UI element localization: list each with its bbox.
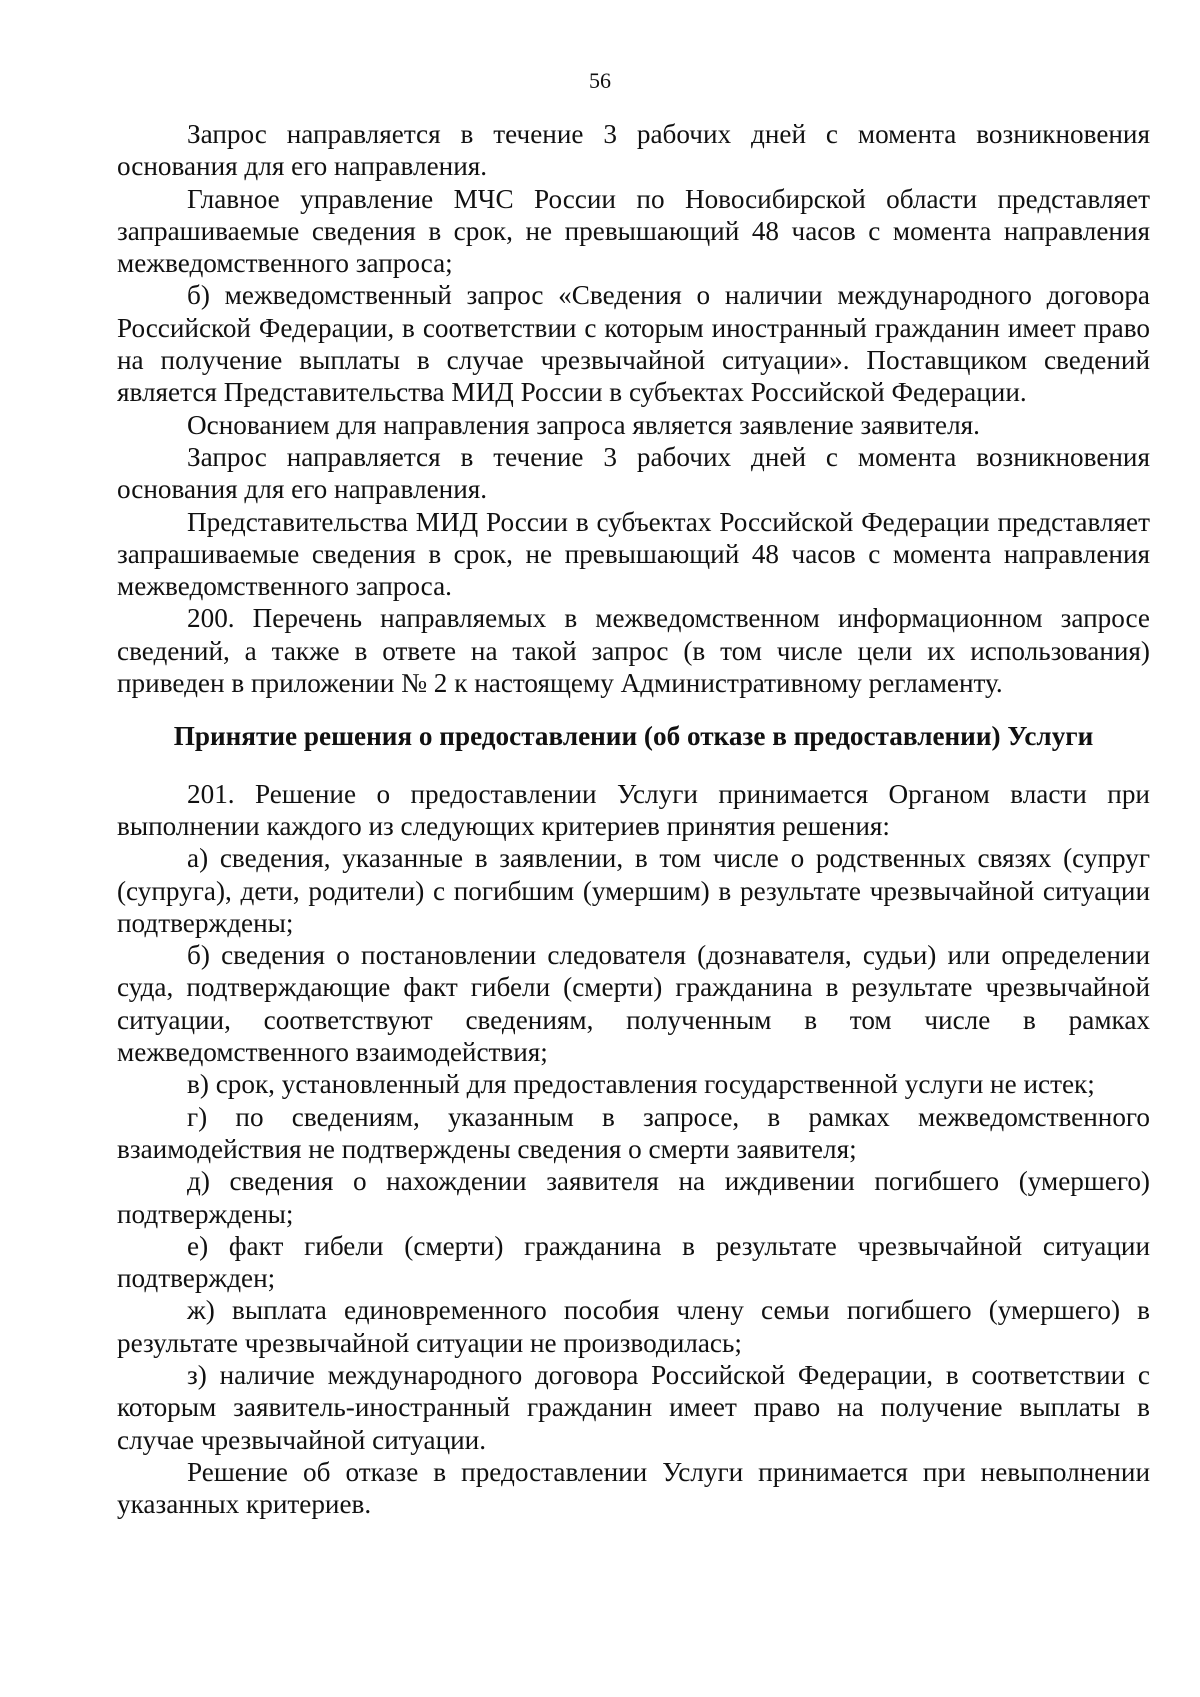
list-item: з) наличие международного договора Российской Федерации, в соответствии с которым заявитель-иностранный гражданин имеет право на получение выплаты в случае чрезвычайной ситуации. xyxy=(117,1359,1150,1455)
paragraph: Запрос направляется в течение 3 рабочих дней с момента возникновения основания для его направления. xyxy=(117,119,1150,182)
paragraph: 201. Решение о предоставлении Услуги принимается Органом власти при выполнении каждого из следующих критериев принятия решения: xyxy=(117,778,1150,841)
document-body xyxy=(117,118,1150,1520)
paragraph: б) межведомственный запрос «Сведения о наличии международного договора Российской Федерации, в соответствии с которым иностранный гражданин имеет право на получение выплаты в случае чрезвычайной ситуации». Поставщиком сведений является Представительства МИД России в субъектах Российской Федерации. xyxy=(117,280,1150,408)
paragraph: 200. Перечень направляемых в межведомственном информационном запросе сведений, а также в ответе на такой запрос (в том числе цели их использования) приведен в приложении № 2 к настоящему Административному регламенту. xyxy=(117,603,1150,699)
list-item: в) срок, установленный для предоставления государственной услуги не истек; xyxy=(187,1069,1095,1100)
paragraph: Главное управление МЧС России по Новосибирской области представляет запрашиваемые сведения в срок, не превышающий 48 часов с момента направления межведомственного запроса; xyxy=(117,183,1150,279)
paragraph: Основанием для направления запроса является заявление заявителя. xyxy=(187,409,980,440)
list-item: д) сведения о нахождении заявителя на иждивении погибшего (умершего) подтверждены; xyxy=(117,1166,1150,1229)
page-number: 56 xyxy=(589,68,611,93)
list-item: г) по сведениям, указанным в запросе, в рамках межведомственного взаимодействия не подтверждены сведения о смерти заявителя; xyxy=(117,1101,1150,1164)
list-item: е) факт гибели (смерти) гражданина в результате чрезвычайной ситуации подтвержден; xyxy=(117,1230,1150,1294)
list-item: б) сведения о постановлении следователя (дознавателя, судьи) или определении суда, подтверждающие факт гибели (смерти) гражданина в результате чрезвычайной ситуации, соответствуют сведениям, полученным в том числе в рамках межведомственного взаимодействия; xyxy=(117,940,1150,1068)
paragraph: Решение об отказе в предоставлении Услуги принимается при невыполнении указанных критериев. xyxy=(117,1456,1150,1520)
section-heading: Принятие решения о предоставлении (об отказе в предоставлении) Услуги xyxy=(173,721,1094,752)
paragraph: Представительства МИД России в субъектах Российской Федерации представляет запрашиваемые сведения в срок, не превышающий 48 часов с момента направления межведомственного запроса. xyxy=(117,506,1150,602)
list-item: а) сведения, указанные в заявлении, в том числе о родственных связях (супруг (супруга), дети, родители) с погибшим (умершим) в результате чрезвычайной ситуации подтверждены; xyxy=(117,843,1150,938)
list-item: ж) выплата единовременного пособия члену семьи погибшего (умершего) в результате чрезвычайной ситуации не производилась; xyxy=(117,1295,1150,1358)
paragraph: Запрос направляется в течение 3 рабочих дней с момента возникновения основания для его направления. xyxy=(117,441,1150,505)
